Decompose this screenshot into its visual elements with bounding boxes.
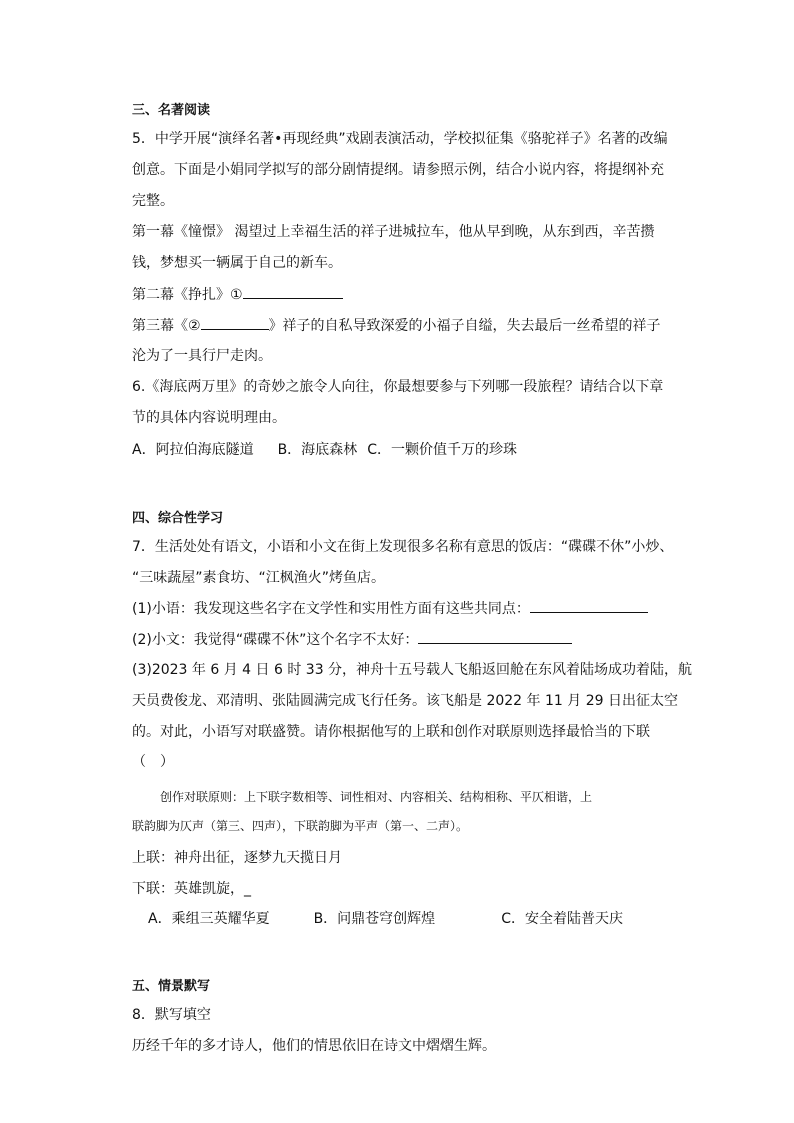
q7-part-2 (132, 629, 572, 650)
couplet-option-a: A．乘组三英耀华夏 (148, 911, 270, 927)
q7-line-2: “三味蔬屋”素食坊、“江枫渔火”烤鱼店。 (132, 570, 386, 586)
q5-line-1: 5．中学开展“演绎名著•再现经典”戏剧表演活动，学校拟征集《骆驼祥子》名著的改编 (132, 131, 668, 147)
couplet-options (148, 909, 623, 929)
act3-line-1 (132, 315, 661, 336)
q6-option-a: A．阿拉伯海底隧道 (132, 442, 254, 458)
q7-part-2-blank[interactable] (418, 629, 572, 644)
q6-option-c: C．一颗价值千万的珍珠 (367, 442, 517, 458)
q7-line-1: 7．生活处处有语文，小语和小文在街上发现很多名称有意思的饭店：“碟碟不休”小炒、 (132, 539, 674, 555)
act2-blank[interactable] (243, 284, 343, 299)
q5-line-2: 创意。下面是小娟同学拟写的部分剧情提纲。请参照示例，结合小说内容，将提纲补充 (132, 162, 664, 178)
q8-text: 历经千年的多才诗人，他们的情思依旧在诗文中熠熠生辉。 (132, 1038, 496, 1054)
upper-couplet: 上联：神舟出征，逐梦九天揽日月 (132, 850, 342, 866)
couplet-rule-line-1: 创作对联原则：上下联字数相等、词性相对、内容相关、结构相称、平仄相谐，上 (160, 790, 593, 804)
q8-line: 8．默写填空 (132, 1007, 211, 1023)
act3-line-2: 沦为了一具行尸走肉。 (132, 348, 272, 364)
act3-prefix: 第三幕《② (132, 318, 201, 334)
act2-line (132, 284, 343, 305)
couplet-rule-line-2: 联韵脚为仄声（第三、四声），下联韵脚为平声（第一、二声）。 (132, 819, 469, 833)
section-4-heading: 四、综合性学习 (132, 511, 224, 526)
couplet-option-c: C．安全着陆普天庆 (501, 911, 623, 927)
q7-part-1 (132, 598, 648, 619)
act2-text: 第二幕《挣扎》① (132, 287, 243, 303)
q7-part-3-line-3: 的。对此，小语写对联盛赞。请你根据他写的上联和创作对联原则选择最恰当的下联 (132, 724, 650, 740)
act3-blank[interactable] (201, 315, 269, 330)
lower-couplet: 下联：英雄凯旋，_ (132, 881, 251, 897)
q6-option-b: B．海底森林 (277, 442, 358, 458)
act1-line-2: 钱，梦想买一辆属于自己的新车。 (132, 255, 342, 271)
section-5-heading: 五、情景默写 (132, 979, 211, 994)
act3-suffix: 》祥子的自私导致深爱的小福子自缢，失去最后一丝希望的祥子 (268, 318, 661, 334)
q6-line-2: 节的具体内容说明理由。 (132, 410, 286, 426)
q6-options (132, 440, 517, 460)
couplet-option-b: B．问鼎苍穹创辉煌 (313, 911, 436, 927)
section-3-heading: 三、名著阅读 (132, 103, 211, 118)
q5-line-3: 完整。 (132, 193, 174, 209)
q6-line-1: 6.《海底两万里》的奇妙之旅令人向往，你最想要参与下列哪一段旅程？请结合以下章 (132, 379, 664, 395)
q7-part-3-line-1: (3)2023 年 6 月 4 日 6 时 33 分，神舟十五号载人飞船返回舱在东风着陆场成功着陆，航 (132, 662, 693, 678)
q7-part-1-text: (1)小语：我发现这些名字在文学性和实用性方面有这些共同点： (132, 601, 530, 617)
q7-part-3-line-2: 天员费俊龙、邓清明、张陆圆满完成飞行任务。该飞船是 2022 年 11 月 29 日出征太空 (132, 693, 678, 709)
q7-part-1-blank[interactable] (530, 598, 648, 613)
q7-answer-paren: （ ） (132, 754, 174, 770)
act1-line-1: 第一幕《憧憬》 渴望过上幸福生活的祥子进城拉车，他从早到晚，从东到西，辛苦攒 (132, 224, 655, 240)
q7-part-2-text: (2)小文：我觉得“碟碟不休”这个名字不太好： (132, 632, 419, 648)
